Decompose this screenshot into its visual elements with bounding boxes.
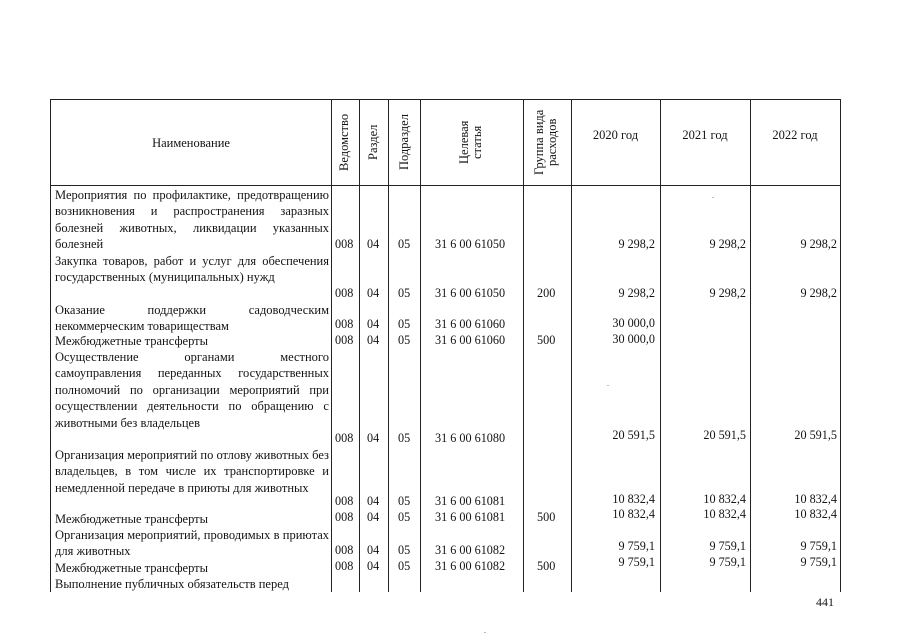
row-razdel: 04 (367, 559, 380, 573)
row-value-2021: 9 759,1 (709, 539, 746, 553)
row-razdel: 04 (367, 333, 380, 347)
row-podrazdel: 05 (398, 510, 411, 524)
row-value-2020: 9 759,1 (618, 539, 655, 553)
row-value-2020: 30 000,0 (612, 332, 655, 346)
row-razdel: 04 (367, 494, 380, 508)
row-razdel: 04 (367, 431, 380, 445)
row-razdel: 04 (367, 510, 380, 524)
row-value-2021: 10 832,4 (703, 507, 746, 521)
row-value-2021: 9 298,2 (709, 286, 746, 300)
row-name: Закупка товаров, работ и услуг для обеспечения государственных (муниципальных) нужд (55, 254, 329, 285)
row-target: 31 6 00 61082 (435, 543, 506, 557)
row-name: Выполнение публичных обязательств перед (55, 577, 289, 591)
row-podrazdel: 05 (398, 431, 411, 445)
row-dept: 008 (335, 543, 354, 557)
row-razdel: 04 (367, 237, 380, 251)
row-target: 31 6 00 61050 (435, 286, 506, 300)
row-target: 31 6 00 61060 (435, 317, 506, 331)
table-left-border (50, 99, 51, 592)
header-2020: 2020 год (592, 128, 639, 142)
header-dept: Ведомство (337, 113, 351, 171)
row-value-2020: 30 000,0 (612, 316, 655, 330)
row-name: Оказание поддержки садоводческим некоммерческим товариществам (55, 303, 329, 334)
row-value-2020: 9 759,1 (618, 555, 655, 569)
row-razdel: 04 (367, 317, 380, 331)
row-dept: 008 (335, 559, 354, 573)
row-value-2022: 20 591,5 (794, 428, 837, 442)
row-name: Организация мероприятий, проводимых в приютах для животных (55, 528, 329, 559)
row-name: Организация мероприятий по отлову животных без владельцев, в том числе их транспортировке и немедленной передаче в приюты для животных (55, 448, 329, 495)
row-group: 500 (537, 510, 556, 524)
table-header-border (50, 185, 840, 186)
table-right-border (840, 99, 841, 592)
row-group: 500 (537, 333, 556, 347)
row-name: Межбюджетные трансферты (55, 334, 209, 348)
row-podrazdel: 05 (398, 333, 411, 347)
row-razdel: 04 (367, 286, 380, 300)
row-dept: 008 (335, 431, 354, 445)
row-name: Межбюджетные трансферты (55, 561, 209, 575)
row-target: 31 6 00 61060 (435, 333, 506, 347)
row-value-2020: 9 298,2 (618, 286, 655, 300)
table-top-border (50, 99, 840, 100)
col-divider-name (331, 99, 332, 592)
scan-speck (607, 385, 609, 386)
row-name: Мероприятия по профилактике, предотвращению возникновения и распространения заразных болезней животных, ликвидации указанных болезней (55, 188, 329, 252)
scan-speck (712, 197, 714, 198)
row-value-2020: 20 591,5 (612, 428, 655, 442)
row-podrazdel: 05 (398, 317, 411, 331)
row-target: 31 6 00 61081 (435, 494, 506, 508)
scan-speck (484, 632, 486, 633)
row-group: 200 (537, 286, 556, 300)
row-dept: 008 (335, 317, 354, 331)
col-divider-target (523, 99, 524, 592)
row-dept: 008 (335, 333, 354, 347)
header-2022: 2022 год (772, 128, 818, 142)
header-exp-group: Группа вида расходов (532, 109, 559, 175)
row-value-2020: 10 832,4 (612, 507, 655, 521)
row-value-2020: 9 298,2 (618, 237, 655, 251)
row-podrazdel: 05 (398, 494, 411, 508)
row-target: 31 6 00 61081 (435, 510, 506, 524)
row-value-2021: 9 298,2 (709, 237, 746, 251)
row-value-2021: 9 759,1 (709, 555, 746, 569)
row-value-2022: 9 298,2 (800, 237, 837, 251)
header-name: Наименование (152, 136, 230, 150)
row-dept: 008 (335, 494, 354, 508)
row-razdel: 04 (367, 543, 380, 557)
row-target: 31 6 00 61050 (435, 237, 506, 251)
row-dept: 008 (335, 510, 354, 524)
row-target: 31 6 00 61082 (435, 559, 506, 573)
header-target: Целевая статья (457, 120, 484, 164)
row-value-2021: 10 832,4 (703, 492, 746, 506)
row-value-2022: 10 832,4 (794, 507, 837, 521)
row-name: Межбюджетные трансферты (55, 512, 209, 526)
row-value-2022: 9 759,1 (800, 539, 837, 553)
col-divider-dept (359, 99, 360, 592)
row-value-2020: 10 832,4 (612, 492, 655, 506)
row-podrazdel: 05 (398, 237, 411, 251)
page-number: 441 (816, 595, 834, 609)
row-target: 31 6 00 61080 (435, 431, 506, 445)
row-podrazdel: 05 (398, 559, 411, 573)
row-value-2022: 9 298,2 (800, 286, 837, 300)
col-divider-razdel (388, 99, 389, 592)
row-name: Осуществление органами местного самоуправления переданных государственных полномочий по организации мероприятий при осуществлении деятельности по обращению с животными без владельцев (55, 350, 329, 430)
row-dept: 008 (335, 286, 354, 300)
row-podrazdel: 05 (398, 286, 411, 300)
header-subsection: Подраздел (397, 114, 411, 170)
header-section: Раздел (366, 124, 380, 160)
row-value-2022: 10 832,4 (794, 492, 837, 506)
row-value-2021: 20 591,5 (703, 428, 746, 442)
col-divider-podrazdel (420, 99, 421, 592)
row-podrazdel: 05 (398, 543, 411, 557)
row-dept: 008 (335, 237, 354, 251)
row-value-2022: 9 759,1 (800, 555, 837, 569)
row-group: 500 (537, 559, 556, 573)
header-2021: 2021 год (682, 128, 728, 142)
